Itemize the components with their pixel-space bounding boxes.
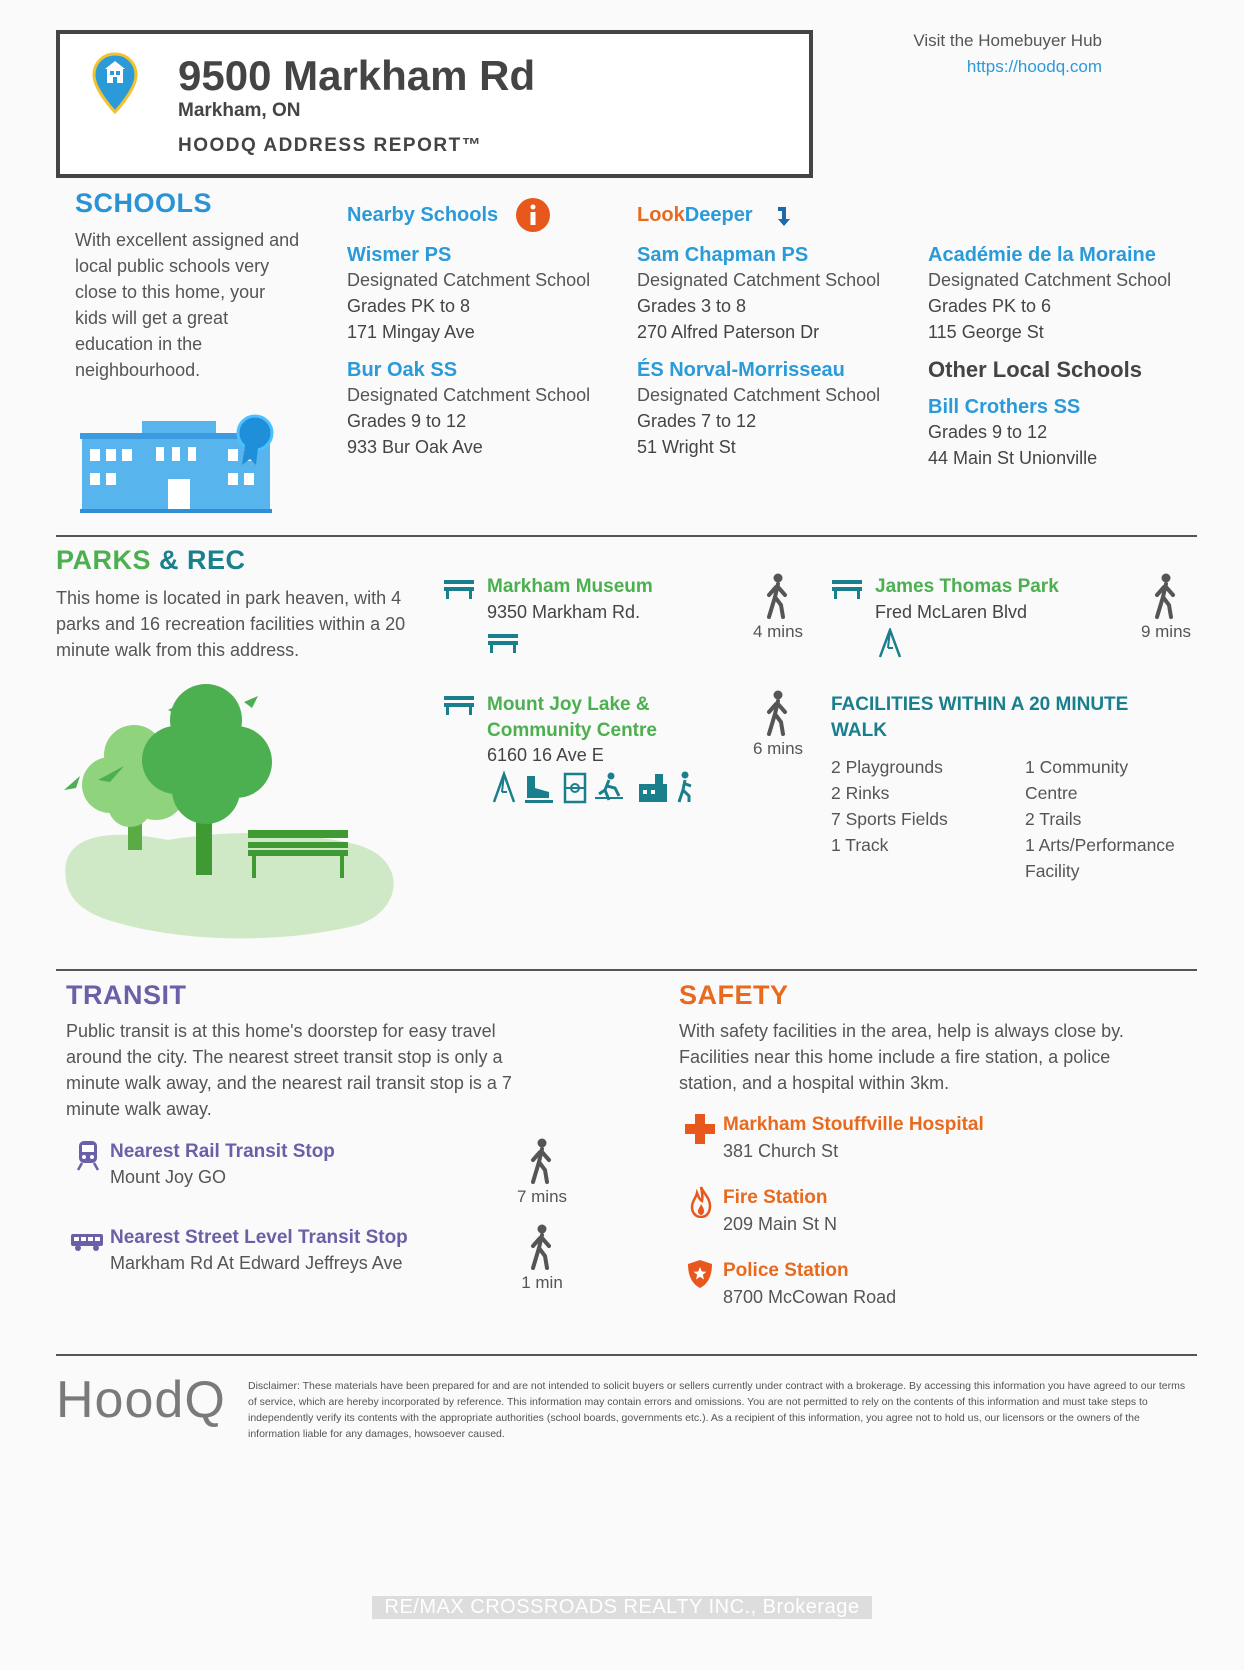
safety-name[interactable]: Markham Stouffville Hospital [723,1114,984,1135]
park-name-line2: Community Centre [487,720,657,741]
school-type: Designated Catchment School [928,270,1172,290]
facilities-list-right [1025,754,1175,884]
track-runner-icon [595,773,623,801]
facility-item: 1 Community [1025,757,1129,777]
school-type: Designated Catchment School [347,385,591,405]
facility-icons-row [491,770,701,804]
street-stop-label: Nearest Street Level Transit Stop [110,1227,408,1248]
school-grades: Grades 3 to 8 [637,296,747,316]
schools-title: SCHOOLS [75,188,213,218]
facility-item: 2 Playgrounds [831,757,943,777]
walking-person-icon [763,573,793,619]
school-address: 115 George St [928,322,1044,342]
report-label: HOODQ ADDRESS REPORT™ [178,135,483,156]
school-name[interactable]: ÉS Norval-Morrisseau [637,359,845,381]
facility-item: 7 Sports Fields [831,809,948,829]
lookdeeper-link[interactable] [637,204,753,227]
park-address: 6160 16 Ave E [487,745,604,765]
parks-title [56,545,246,576]
facilities-title-line2: WALK [831,720,887,741]
park-name[interactable]: Markham Museum [487,576,653,597]
walk-time: 4 mins [752,622,804,641]
safety-title: SAFETY [679,980,789,1010]
nearby-schools-label: Nearby Schools [347,204,499,226]
facilities-title-line1: FACILITIES WITHIN A 20 MINUTE [831,694,1129,715]
city-label: Markham, ON [178,100,301,121]
police-badge-icon [687,1259,713,1289]
facility-item: 2 Rinks [831,783,890,803]
hub-link[interactable]: https://hoodq.com [966,57,1102,76]
park-illustration [58,680,403,940]
school-name[interactable]: Wismer PS [347,244,452,266]
sports-field-icon [565,774,585,802]
school-name[interactable]: Académie de la Moraine [928,244,1156,266]
brokerage-label: RE/MAX CROSSROADS REALTY INC., Brokerage [372,1596,872,1619]
school-card [928,244,1171,345]
parks-title-rest: & REC [151,545,246,575]
school-grades: Grades PK to 8 [347,296,471,316]
hiker-icon [679,772,691,803]
bench-icon [487,632,519,654]
safety-address: 8700 McCowan Road [723,1287,897,1307]
lookdeeper-look: Look [637,204,685,226]
school-address: 171 Mingay Ave [347,322,475,342]
school-name[interactable]: Sam Chapman PS [637,244,809,266]
section-divider [56,1354,1197,1356]
school-grades: Grades 7 to 12 [637,411,757,431]
bench-icon [831,578,863,600]
lookdeeper-deeper: Deeper [684,204,753,226]
hospital-cross-icon [684,1113,716,1145]
address-title: 9500 Markham Rd [178,52,536,99]
park-name[interactable] [487,692,657,744]
bench-icon [443,578,475,600]
rail-stop-name: Mount Joy GO [110,1167,227,1187]
facility-item: Centre [1025,783,1078,803]
school-name[interactable]: Bill Crothers SS [928,396,1081,418]
facility-item: 1 Track [831,835,889,855]
safety-name[interactable]: Fire Station [723,1187,828,1208]
parks-title-parks: PARKS [56,545,152,575]
rail-stop-label: Nearest Rail Transit Stop [110,1141,335,1162]
hub-text: Visit the Homebuyer Hub [913,31,1102,50]
safety-name[interactable]: Police Station [723,1260,849,1281]
school-card [637,244,880,345]
school-type: Designated Catchment School [637,270,881,290]
walking-person-icon [1151,573,1181,619]
safety-description: With safety facilities in the area, help is always close by. Facilities near this home include a fire station, a police station, and a hospital within 3km. [679,1021,1124,1093]
school-address: 270 Alfred Paterson Dr [637,322,820,342]
train-icon [76,1139,100,1171]
skate-icon [525,776,553,803]
park-name-line1: Mount Joy Lake & [487,694,650,715]
location-pin-icon [92,52,138,114]
community-centre-icon [639,774,667,802]
school-address: 51 Wright St [637,437,736,457]
other-schools-label: Other Local Schools [928,357,1142,382]
park-address: Fred McLaren Blvd [875,602,1028,622]
safety-address: 381 Church St [723,1141,839,1161]
walk-time: 7 mins [516,1187,568,1206]
info-icon[interactable] [515,197,551,233]
school-address: 933 Bur Oak Ave [347,437,483,457]
school-card [928,396,1097,471]
arrow-down-icon [775,205,793,227]
school-grades: Grades 9 to 12 [347,411,467,431]
bus-icon [70,1232,104,1252]
school-address: 44 Main St Unionville [928,448,1098,468]
walk-time: 1 min [521,1273,563,1292]
facilities-list-left [831,754,948,858]
facility-item: Facility [1025,861,1080,881]
playground-swing-icon [877,628,903,658]
school-type: Designated Catchment School [637,385,881,405]
schools-description: With excellent assigned and local public schools very close to this home, your kids will get a great education in the neighbourhood. [75,230,300,380]
school-building-illustration [80,413,280,513]
disclaimer-text: Disclaimer: These materials have been prepared for and are not intended to solicit buyers or sellers currently under contract with a brokerage. By accessing this information you have agreed to our terms of service, which are hereby incorporated by reference. This information may contain errors and omissions. You are not permitted to rely on the contents of this information and must take steps to independently verify its contents with the appropriate authorities (school boards, governments etc.). As a recipient of this information, you agree not to hold us, our licensors or the owners of the information liable for any damages, howsoever caused. [248,1380,1186,1440]
facility-item: 2 Trails [1025,809,1082,829]
walking-person-icon [527,1224,557,1270]
transit-description: Public transit is at this home's doorstep for easy travel around the city. The nearest street transit stop is only a minute walk away, and the nearest rail transit stop is a 7 minute walk away. [66,1021,512,1119]
facilities-title [831,692,1128,744]
school-name[interactable]: Bur Oak SS [347,359,458,381]
walk-time: 6 mins [752,739,804,758]
facility-item: 1 Arts/Performance [1025,835,1175,855]
parks-description: This home is located in park heaven, with 4 parks and 16 recreation facilities within a 20 minute walk from this address. [56,588,406,660]
park-address: 9350 Markham Rd. [487,602,641,622]
walk-time: 9 mins [1140,622,1192,641]
fire-icon [690,1186,712,1218]
hoodq-logo: HoodQ [56,1371,226,1429]
park-name[interactable]: James Thomas Park [875,576,1059,597]
school-card [347,359,590,460]
bench-icon [443,694,475,716]
section-divider [56,535,1197,537]
transit-title: TRANSIT [66,980,187,1010]
school-card [637,359,880,460]
walking-person-icon [763,690,793,736]
school-grades: Grades PK to 6 [928,296,1052,316]
walking-person-icon [527,1138,557,1184]
school-grades: Grades 9 to 12 [928,422,1048,442]
school-type: Designated Catchment School [347,270,591,290]
school-card [347,244,590,345]
address-header-box [56,30,813,178]
street-stop-name: Markham Rd At Edward Jeffreys Ave [110,1253,403,1273]
safety-address: 209 Main St N [723,1214,838,1234]
playground-swing-icon [494,774,514,802]
section-divider [56,969,1197,971]
